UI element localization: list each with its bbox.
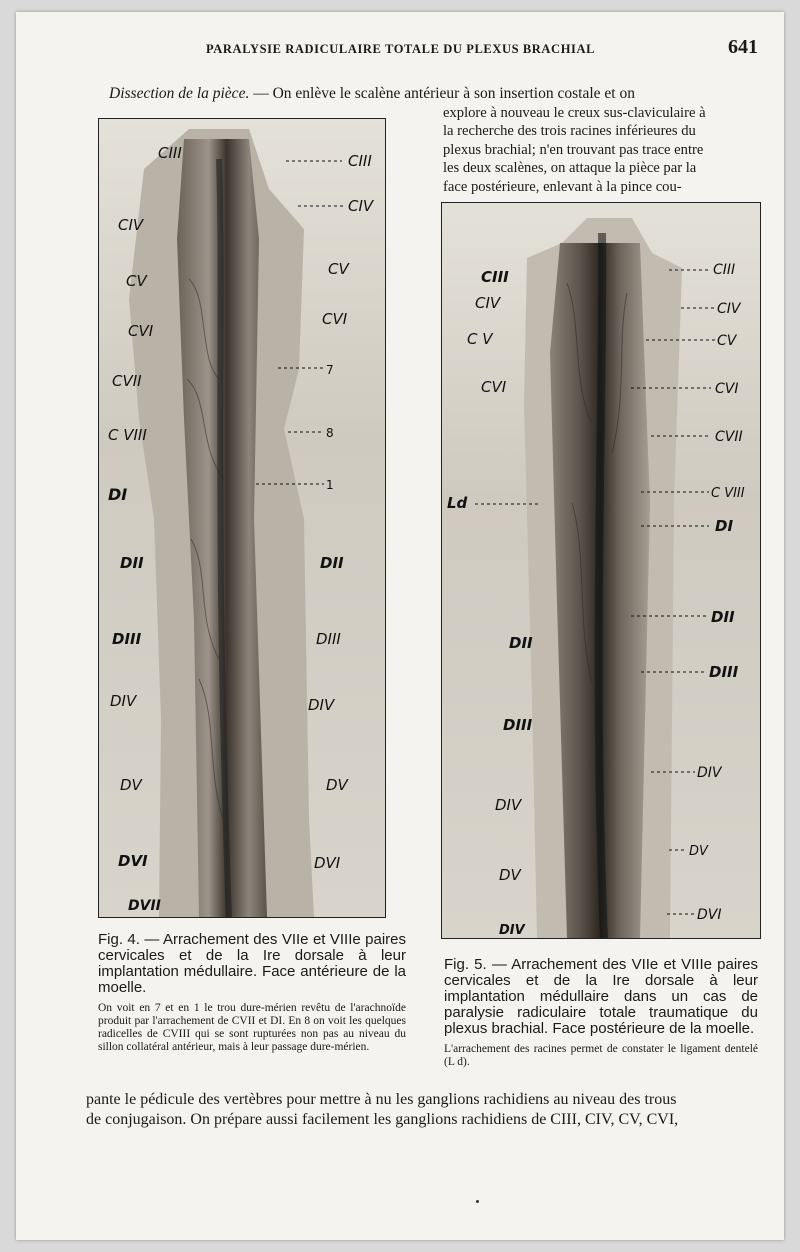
fig4-label-right: CV [328, 260, 349, 278]
fig4-label-left: DV [120, 776, 142, 794]
fig4-label-left: DIII [112, 630, 142, 648]
fig4-label-left: CIII [158, 144, 182, 162]
fig5-label-left: DIV [499, 923, 525, 937]
running-header: PARALYSIE RADICULAIRE TOTALE DU PLEXUS BRACHIAL [206, 42, 596, 56]
fig5-label-right: DI [715, 517, 734, 535]
fig4-label-right: 1 [326, 478, 334, 492]
fig4-label-left: CVII [112, 372, 142, 390]
fig5-label-left: Ld [447, 494, 468, 512]
page-number: 641 [728, 36, 758, 58]
fig4-label-right: DV [326, 776, 348, 794]
fig4-label-right: CIV [348, 197, 374, 215]
fig5-label-left: CVI [481, 378, 507, 396]
fig4-label-right: CIII [348, 152, 372, 170]
body-line: de conjugaison. On prépare aussi facilement les ganglions rachidiens de CIII, CIV, CV, CVI, [86, 1111, 679, 1128]
fig4-label-left: C VIII [108, 426, 147, 444]
fig5-label-left: CIV [475, 294, 501, 312]
intro-line-1: — On enlève le scalène antérieur à son insertion costale et on [249, 85, 635, 102]
fig5-label-left: DIII [503, 716, 533, 734]
fig4-label-left: CV [126, 272, 147, 290]
figure-4-caption-detail: On voit en 7 et en 1 le trou dure-mérien revêtu de l'arachnoïde produit par l'arrachement de CVII et DI. En 8 on voit les quelques radicelles de CVIII qui se sont rupturées non pas au niveau du sillon collatéral antérieur, mais à leur passage dure-mérien. [98, 1002, 406, 1053]
fig4-label-left: CIV [118, 216, 144, 234]
fig4-label-right: CVI [322, 310, 348, 328]
intro-col-line: explore à nouveau le creux sus-claviculaire à [443, 105, 706, 121]
intro-col-line: la recherche des trois racines inférieures du [443, 123, 696, 140]
intro-col-line: face postérieure, enlevant à la pince cou- [443, 178, 682, 195]
fig4-label-left: CVI [128, 322, 154, 340]
fig5-label-right: CVI [715, 381, 739, 397]
fig4-label-right: DIV [308, 696, 335, 714]
fig5-label-right: C VIII [711, 486, 745, 501]
fig5-label-right: CVII [715, 429, 743, 445]
fig4-label-left: DVI [118, 852, 148, 870]
fig5-label-left: CIII [481, 268, 509, 286]
intro-column-text [443, 104, 760, 196]
fig4-label-left: DIV [110, 692, 137, 710]
fig4-label-left: DII [120, 554, 144, 572]
fig5-label-left: DIV [495, 796, 522, 814]
figure-5-caption-detail: L'arrachement des racines permet de constater le ligament dentelé (L d). [444, 1043, 758, 1068]
fig4-label-right: DIII [316, 630, 341, 648]
figure-5-label-layer [441, 202, 759, 937]
fig5-label-right: CIII [713, 262, 736, 278]
fig5-label-right: DV [689, 844, 708, 859]
figure-5-caption-lead: Fig. 5. — Arrachement des VIIe et VIIIe paires cervicales et de la Ire dorsale à leur implantation médullaire dans un cas de paralysie radiculaire totale traumatique du plexus brachial. Face postérieure de la moelle. [444, 956, 758, 1037]
page [16, 12, 784, 1240]
fig4-label-right: 7 [326, 363, 334, 377]
fig5-label-right: DVI [697, 907, 722, 923]
fig4-label-right: 8 [326, 426, 334, 440]
fig5-label-left: DII [509, 634, 533, 652]
fig4-label-right: DVI [314, 854, 341, 872]
fig5-label-right: DII [711, 608, 735, 626]
figure-5-caption [444, 957, 758, 1069]
fig5-label-left: DV [499, 866, 521, 884]
intro-col-line: les deux scalènes, on attaque la pièce par la [443, 160, 697, 177]
fig5-label-left: C V [467, 330, 493, 348]
print-speck [476, 1200, 479, 1203]
fig5-label-right: DIV [697, 765, 722, 781]
body-line: pante le pédicule des vertèbres pour mettre à nu les ganglions rachidiens au niveau des trous [86, 1091, 677, 1108]
intro-col-line: plexus brachial; n'en trouvant pas trace entre [443, 141, 704, 158]
fig5-label-right: CIV [717, 301, 741, 317]
figure-4-label-layer [98, 118, 384, 916]
figure-4-caption-lead: Fig. 4. — Arrachement des VIIe et VIIIe paires cervicales et de la Ire dorsale à leur implantation médullaire. Face antérieure de la moelle. [98, 931, 406, 996]
fig4-label-left: DI [108, 485, 128, 504]
fig5-label-right: CV [717, 333, 737, 349]
intro-italic-lead: Dissection de la pièce. [109, 85, 250, 102]
intro-first-line [109, 85, 635, 103]
fig5-label-right: DIII [709, 663, 739, 681]
figure-4-caption [98, 932, 406, 1054]
fig4-label-right: DII [320, 554, 344, 572]
fig4-label-left: DVII [128, 898, 161, 914]
body-text-continuation [86, 1090, 758, 1130]
